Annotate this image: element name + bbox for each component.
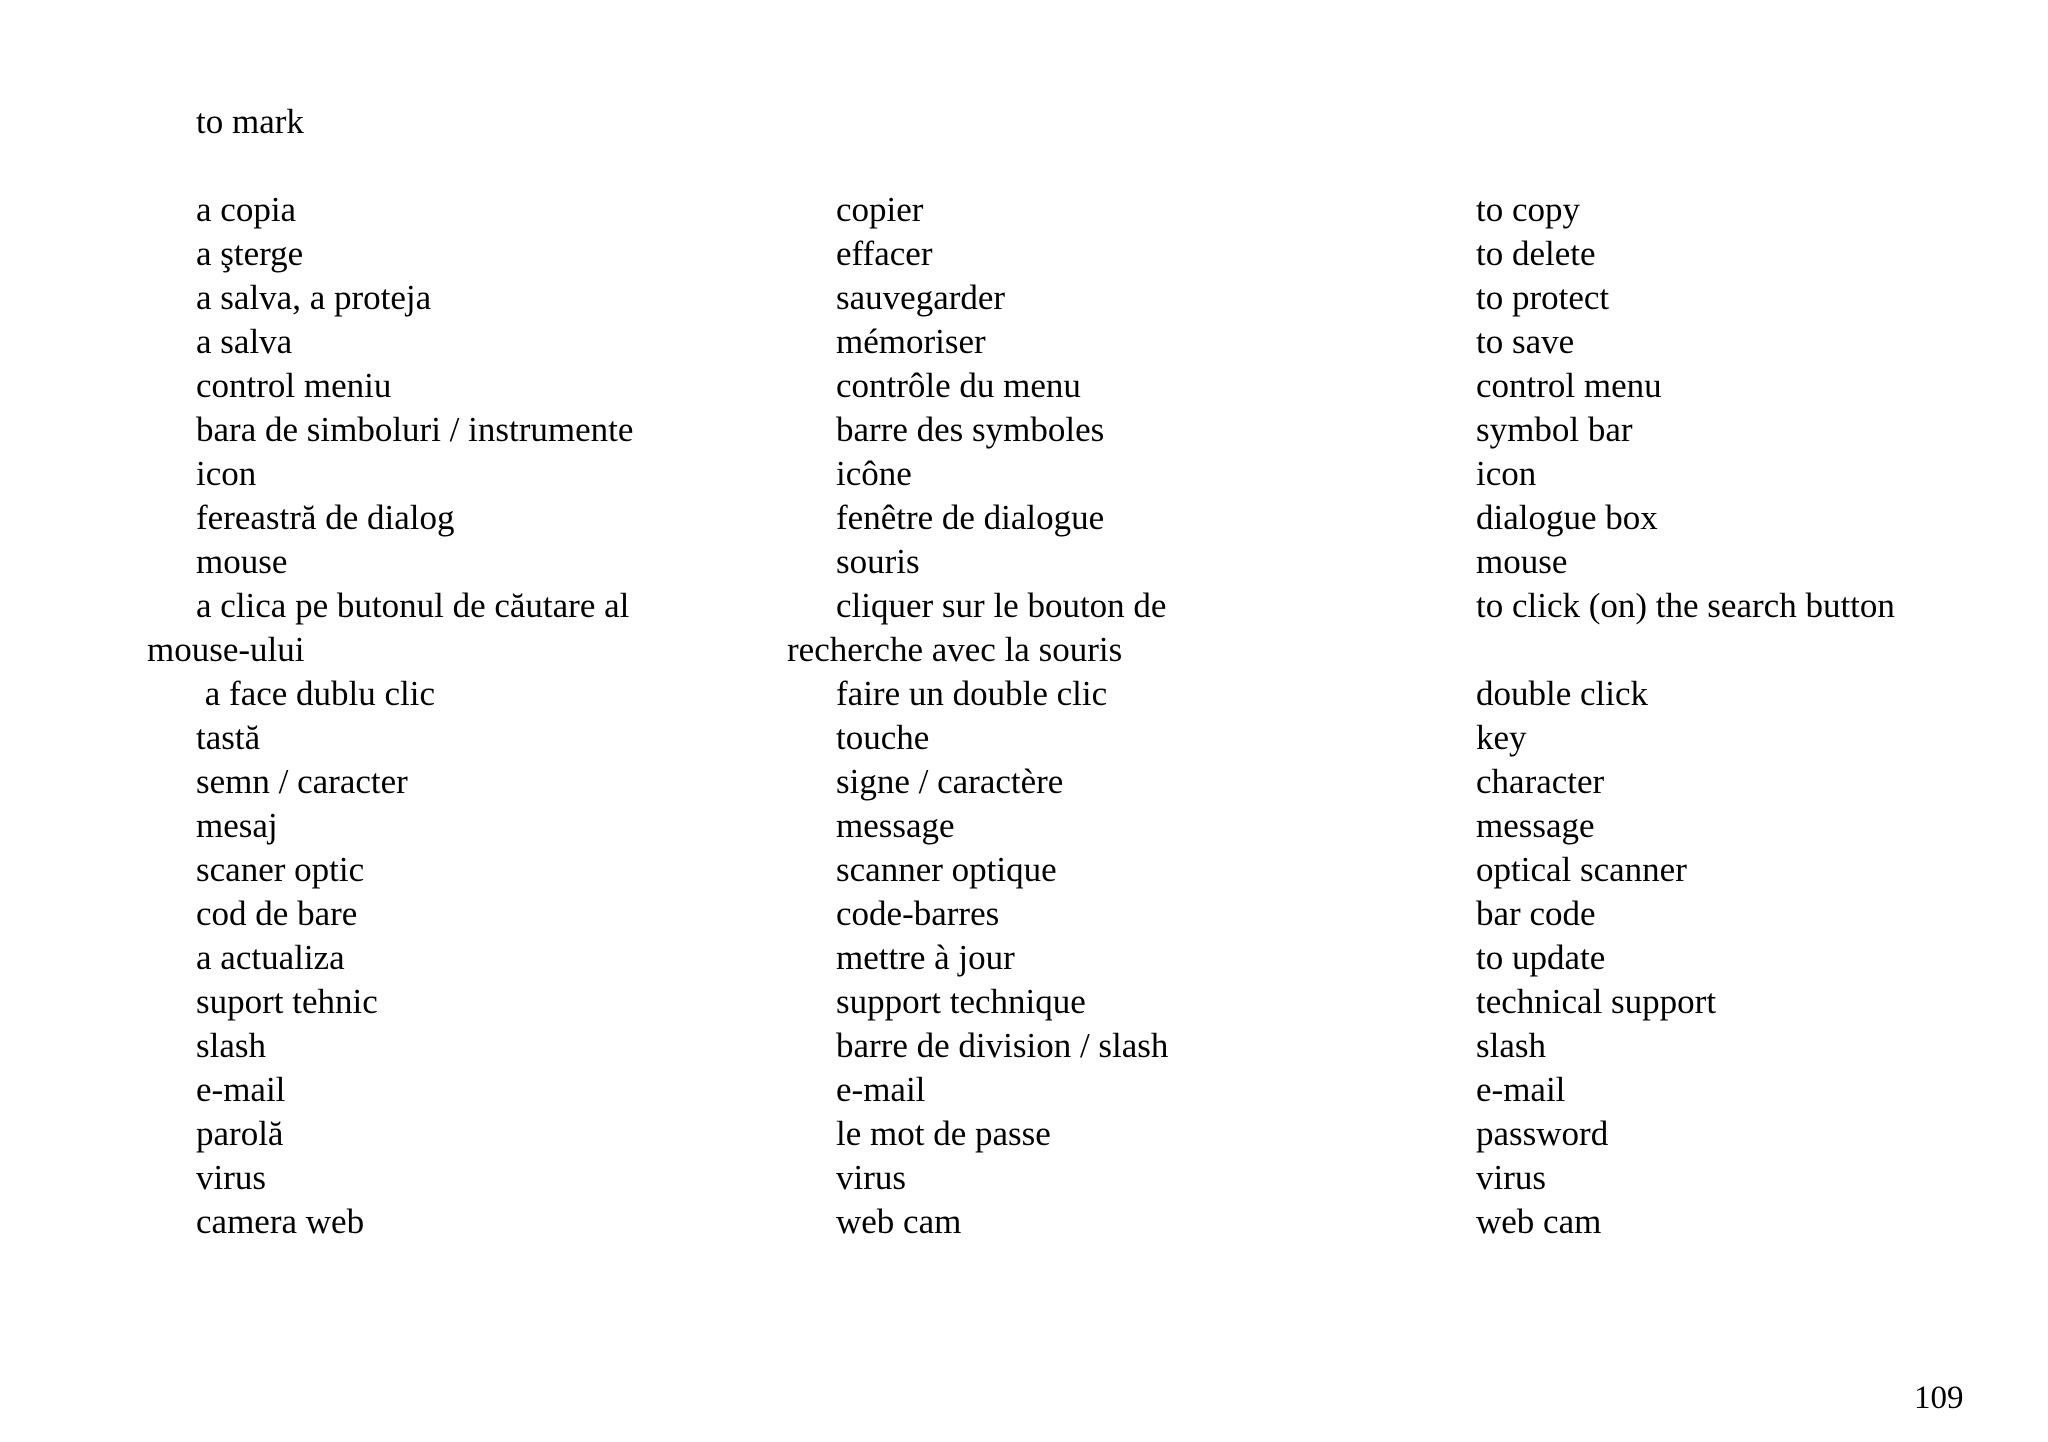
- english-term-text: double click: [1476, 674, 1649, 713]
- french-term: [836, 980, 1086, 1024]
- romanian-term: [196, 320, 292, 364]
- french-term-text: web cam: [836, 1202, 962, 1241]
- romanian-term: [196, 936, 345, 980]
- romanian-term-text: mouse: [196, 542, 288, 581]
- french-term: [836, 672, 1107, 716]
- french-term: [836, 540, 920, 584]
- romanian-term: [196, 848, 364, 892]
- french-term-text: mémoriser: [836, 322, 986, 361]
- romanian-term: [196, 364, 391, 408]
- english-term-text: bar code: [1476, 894, 1596, 933]
- romanian-term-text: bara de simboluri / instrumente: [196, 410, 634, 449]
- english-term-text: to delete: [1476, 234, 1596, 273]
- english-term-text: to copy: [1476, 190, 1581, 229]
- english-term: [1476, 936, 1605, 980]
- french-term-text: souris: [836, 542, 920, 581]
- french-term-text: message: [836, 806, 955, 845]
- romanian-term: [196, 672, 435, 716]
- french-term: [836, 848, 1057, 892]
- english-term-text: to save: [1476, 322, 1575, 361]
- glossary-row: [0, 1200, 2048, 1244]
- english-term-text: icon: [1476, 454, 1537, 493]
- glossary-row: [0, 496, 2048, 540]
- page-number: 109: [1914, 1380, 1964, 1416]
- romanian-term-text: scaner optic: [196, 850, 365, 889]
- french-term: [836, 760, 1063, 804]
- english-term: [1476, 276, 1609, 320]
- romanian-term: [196, 716, 260, 760]
- romanian-term: [196, 276, 431, 320]
- glossary-row: [0, 716, 2048, 760]
- french-term-text: faire un double clic: [836, 674, 1108, 713]
- glossary-row: [0, 188, 2048, 232]
- romanian-term: [196, 892, 357, 936]
- french-term: [836, 716, 929, 760]
- english-term-text: symbol bar: [1476, 410, 1633, 449]
- romanian-term-text: a actualiza: [196, 938, 345, 977]
- glossary-row: [0, 980, 2048, 1024]
- romanian-term: [196, 760, 408, 804]
- glossary-row: [0, 232, 2048, 276]
- romanian-term-text: fereastră de dialog: [196, 498, 455, 537]
- english-term-text: technical support: [1476, 982, 1717, 1021]
- glossary-table: [0, 188, 2048, 1244]
- french-term-text: code-barres: [836, 894, 1000, 933]
- glossary-row: [0, 892, 2048, 936]
- romanian-term-text: a şterge: [196, 234, 304, 273]
- french-term-text: effacer: [836, 234, 933, 273]
- romanian-term-text: a salva: [196, 322, 293, 361]
- english-term-text: to protect: [1476, 278, 1610, 317]
- french-term-text: touche: [836, 718, 930, 757]
- glossary-row: [0, 540, 2048, 584]
- romanian-term-text: suport tehnic: [196, 982, 378, 1021]
- french-term: [836, 936, 1015, 980]
- romanian-term: [196, 1112, 283, 1156]
- french-term: [836, 364, 1081, 408]
- glossary-row: [0, 320, 2048, 364]
- french-term: [836, 188, 923, 232]
- french-term: [836, 804, 955, 848]
- top-line: to mark: [196, 102, 304, 141]
- romanian-term-text: a face dublu clic: [196, 674, 436, 713]
- romanian-term-text: control meniu: [196, 366, 392, 405]
- romanian-term-text: a copia: [196, 190, 297, 229]
- english-term: [1476, 496, 1658, 540]
- romanian-term: [196, 1024, 266, 1068]
- english-term: [1476, 540, 1567, 584]
- french-term-text: scanner optique: [836, 850, 1057, 889]
- romanian-term: [196, 452, 256, 496]
- glossary-row: [0, 1156, 2048, 1200]
- english-term-text: web cam: [1476, 1202, 1602, 1241]
- romanian-term-text: mesaj: [196, 806, 278, 845]
- french-term-text: support technique: [836, 982, 1086, 1021]
- romanian-term: [196, 1068, 285, 1112]
- romanian-term-text: a salva, a proteja: [196, 278, 432, 317]
- french-term: [836, 320, 986, 364]
- english-term: [1476, 848, 1687, 892]
- glossary-row: [0, 672, 2048, 716]
- french-term: [836, 892, 999, 936]
- french-term: [836, 1112, 1051, 1156]
- glossary-row: [0, 1112, 2048, 1156]
- romanian-term-text: icon: [196, 454, 257, 493]
- english-term-text: key: [1476, 718, 1527, 757]
- english-term: [1476, 1112, 1608, 1156]
- english-term: [1476, 188, 1580, 232]
- romanian-term: [196, 1200, 364, 1244]
- english-term: [1476, 804, 1595, 848]
- english-term-text: virus: [1476, 1158, 1546, 1197]
- romanian-term: [196, 496, 454, 540]
- french-term-text: le mot de passe: [836, 1114, 1051, 1153]
- romanian-term-continuation: mouse-ului: [147, 630, 305, 669]
- romanian-term: [196, 540, 287, 584]
- french-term: [836, 276, 1005, 320]
- romanian-term-text: virus: [196, 1158, 266, 1197]
- romanian-term-text: slash: [196, 1026, 266, 1065]
- french-term-text: barre des symboles: [836, 410, 1105, 449]
- french-term-text: sauvegarder: [836, 278, 1006, 317]
- english-term-text: dialogue box: [1476, 498, 1658, 537]
- glossary-row: [0, 760, 2048, 804]
- english-term-text: password: [1476, 1114, 1609, 1153]
- french-term-text: icône: [836, 454, 912, 493]
- glossary-row: [0, 804, 2048, 848]
- english-term-text: mouse: [1476, 542, 1568, 581]
- romanian-term-text: e-mail: [196, 1070, 286, 1109]
- romanian-term: [196, 408, 633, 452]
- english-term: [1476, 364, 1662, 408]
- french-term: [836, 1200, 961, 1244]
- french-term-text: e-mail: [836, 1070, 926, 1109]
- french-term: [836, 452, 912, 496]
- english-term: [1476, 1068, 1565, 1112]
- glossary-row: [0, 408, 2048, 452]
- english-term: [1476, 452, 1536, 496]
- english-term-text: message: [1476, 806, 1595, 845]
- french-term-text: signe / caractère: [836, 762, 1064, 801]
- glossary-row: [0, 452, 2048, 496]
- english-term: [1476, 980, 1716, 1024]
- english-term: [1476, 892, 1596, 936]
- english-term-text: to update: [1476, 938, 1606, 977]
- english-term: [1476, 584, 1895, 628]
- glossary-row: [0, 1024, 2048, 1068]
- french-term-text: fenêtre de dialogue: [836, 498, 1105, 537]
- glossary-row: [0, 584, 2048, 672]
- english-term-text: to click (on) the search button: [1476, 586, 1895, 625]
- french-term-text: virus: [836, 1158, 906, 1197]
- french-term-text: contrôle du menu: [836, 366, 1081, 405]
- glossary-row: [0, 276, 2048, 320]
- french-term: [787, 584, 1167, 672]
- romanian-term: [147, 584, 630, 672]
- french-term: [836, 408, 1104, 452]
- english-term: [1476, 672, 1648, 716]
- glossary-row: [0, 364, 2048, 408]
- english-term: [1476, 760, 1604, 804]
- french-term-text: copier: [836, 190, 924, 229]
- english-term-text: character: [1476, 762, 1605, 801]
- french-term-text: mettre à jour: [836, 938, 1015, 977]
- romanian-term: [196, 804, 278, 848]
- french-term: [836, 232, 932, 276]
- french-term: [836, 496, 1104, 540]
- romanian-term: [196, 232, 303, 276]
- romanian-term: [196, 980, 378, 1024]
- romanian-term-text: cod de bare: [196, 894, 358, 933]
- english-term: [1476, 716, 1527, 760]
- romanian-term-text: tastă: [196, 718, 261, 757]
- english-term: [1476, 408, 1633, 452]
- english-term-text: control menu: [1476, 366, 1662, 405]
- romanian-term-text: parolă: [196, 1114, 284, 1153]
- french-term: [836, 1024, 1168, 1068]
- romanian-term-text: a clica pe butonul de căutare al: [196, 586, 630, 625]
- english-term: [1476, 232, 1596, 276]
- romanian-term: [196, 1156, 266, 1200]
- english-term: [1476, 320, 1574, 364]
- french-term-text: cliquer sur le bouton de: [836, 586, 1167, 625]
- english-term-text: optical scanner: [1476, 850, 1687, 889]
- english-term-text: slash: [1476, 1026, 1546, 1065]
- french-term: [836, 1068, 925, 1112]
- english-term-text: e-mail: [1476, 1070, 1566, 1109]
- english-term: [1476, 1156, 1546, 1200]
- english-term: [1476, 1024, 1546, 1068]
- french-term-text: barre de division / slash: [836, 1026, 1169, 1065]
- romanian-term-text: camera web: [196, 1202, 365, 1241]
- romanian-term: [196, 188, 296, 232]
- english-term: [1476, 1200, 1601, 1244]
- glossary-row: [0, 848, 2048, 892]
- glossary-row: [0, 936, 2048, 980]
- french-term-continuation: recherche avec la souris: [787, 630, 1123, 669]
- glossary-row: [0, 1068, 2048, 1112]
- romanian-term-text: semn / caracter: [196, 762, 408, 801]
- french-term: [836, 1156, 906, 1200]
